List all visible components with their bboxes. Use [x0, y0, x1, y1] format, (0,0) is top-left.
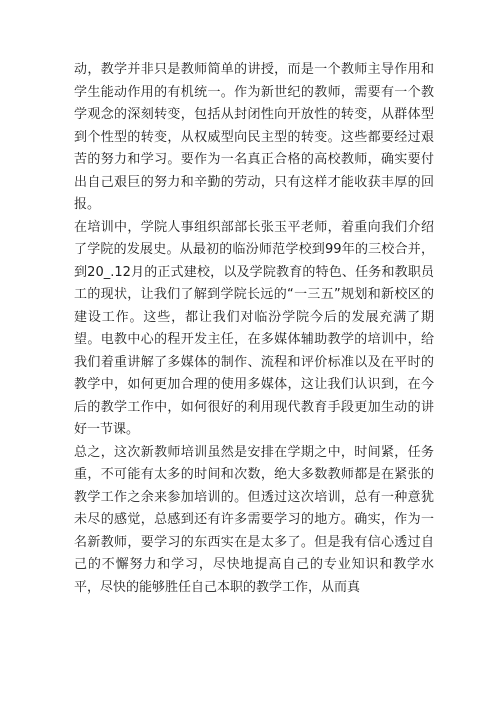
paragraph-1: 动，教学并非只是教师简单的讲授，而是一个教师主导作用和学生能动作用的有机统一。作为新世纪的教师，需要有一个教学观念的深刻转变，包括从封闭性向开放性的转变，从群体型到个性型的转变，从权威型向民主型的转变。这些都要经过艰苦的努力和学习。要作为一名真正合格的高校教师，确实要付出自己艰巨的努力和辛勤的劳动，只有这样才能收获丰厚的回报。 — [74, 62, 434, 212]
paragraph-2: 在培训中，学院人事组织部部长张玉平老师，着重向我们介绍了学院的发展史。从最初的临汾师范学校到99年的三校合并，到20_.12月的正式建校，以及学院教育的特色、任务和教职员工的现状，让我们了解到学院长远的“一三五”规划和新校区的建设工作。这些，都让我们对临汾学院今后的发展充满了期望。电教中心的程开发主任，在多媒体辅助教学的培训中，给我们着重讲解了多媒体的制作、流程和评价标准以及在平时的教学中，如何更加合理的使用多媒体，这让我们认识到，在今后的教学工作中，如何很好的利用现代教育手段更加生动的讲好一节课。 — [74, 219, 434, 437]
paragraph-3: 总之，这次新教师培训虽然是安排在学期之中，时间紧，任务重，不可能有太多的时间和次数，绝大多数教师都是在紧张的教学工作之余来参加培训的。但透过这次培训，总有一种意犹未尽的感觉，总感到还有许多需要学习的地方。确实，作为一名新教师，要学习的东西实在是太多了。但是我有信心透过自己的不懈努力和学习，尽快地提高自己的专业知识和教学水平，尽快的能够胜任自己本职的教学工作，从而真 — [74, 444, 434, 595]
document-body — [74, 59, 434, 599]
